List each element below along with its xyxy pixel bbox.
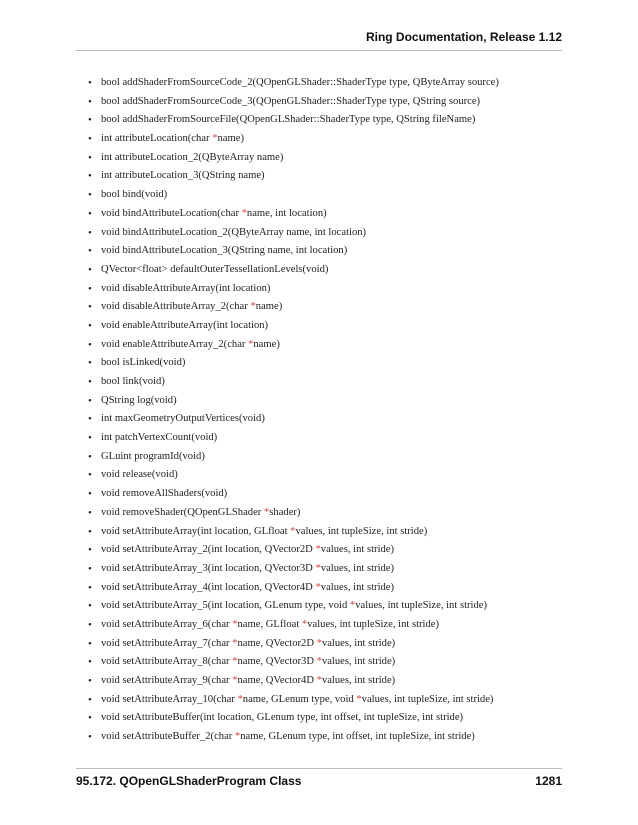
method-text: bool link(void) — [101, 376, 165, 387]
list-item — [88, 149, 499, 168]
list-item — [88, 373, 499, 392]
list-item — [88, 336, 499, 355]
bullet-icon: • — [88, 77, 92, 89]
bullet-icon: • — [88, 133, 92, 146]
method-text: values, int stride) — [321, 637, 396, 649]
bullet-icon: • — [88, 151, 92, 164]
method-text: name, int location) — [246, 207, 327, 219]
list-item — [88, 653, 499, 672]
bullet-icon: • — [88, 394, 92, 407]
pointer-asterisk: * — [316, 637, 322, 649]
method-text: void enableAttributeArray(int location) — [101, 319, 269, 331]
list-item — [88, 224, 499, 243]
method-text: int attributeLocation_3(QString name) — [101, 170, 265, 182]
bullet-icon: • — [88, 338, 92, 351]
bullet-icon: • — [88, 432, 92, 445]
bullet-icon: • — [88, 618, 92, 631]
method-text: values, int stride) — [321, 656, 396, 668]
pointer-asterisk: * — [212, 133, 218, 145]
list-item — [88, 672, 499, 691]
list-item — [88, 298, 499, 317]
method-text: void bindAttributeLocation_2(QByteArray name, int location) — [101, 226, 367, 238]
pointer-asterisk: * — [237, 693, 243, 705]
pointer-asterisk: * — [315, 581, 321, 593]
method-text: void disableAttributeArray_2(char — [101, 301, 251, 313]
bullet-icon: • — [88, 170, 92, 183]
method-text: void setAttributeBuffer(int location, GLenum type, int offset, int tupleSize, int stride) — [101, 712, 464, 724]
method-text: values, int stride) — [321, 675, 396, 686]
pointer-asterisk: * — [315, 562, 321, 574]
bullet-icon: • — [88, 263, 92, 276]
list-item — [88, 635, 499, 654]
method-text: GLuint programId(void) — [101, 450, 205, 462]
list-item — [88, 728, 499, 747]
method-text: bool addShaderFromSourceCode_3(QOpenGLShader::ShaderType type, QString source) — [101, 95, 481, 107]
method-text: void setAttributeArray_7(char — [101, 637, 233, 649]
list-item — [88, 579, 499, 598]
method-text: void release(void) — [101, 469, 178, 481]
method-text: bool bind(void) — [101, 189, 168, 201]
bullet-icon: • — [88, 114, 92, 127]
method-text: void disableAttributeArray(int location) — [101, 282, 271, 294]
pointer-asterisk: * — [290, 525, 296, 537]
list-item — [88, 523, 499, 542]
method-text: shader) — [269, 506, 301, 518]
pointer-asterisk: * — [349, 600, 356, 612]
method-text: void bindAttributeLocation(char — [101, 207, 242, 219]
page-number: 1281 — [535, 774, 562, 788]
pointer-asterisk: * — [315, 544, 321, 556]
pointer-asterisk: * — [248, 338, 254, 350]
bullet-icon: • — [88, 506, 92, 519]
bullet-icon: • — [88, 189, 92, 202]
bullet-icon: • — [88, 450, 92, 463]
pointer-asterisk: * — [241, 207, 247, 219]
list-item — [88, 111, 499, 130]
method-text: void setAttributeArray_10(char — [101, 693, 238, 705]
bullet-icon: • — [88, 581, 92, 594]
bullet-icon: • — [88, 656, 92, 669]
method-text: void bindAttributeLocation_3(QString name, int location) — [101, 245, 348, 257]
method-text: values, int stride) — [320, 544, 395, 556]
bullet-icon: • — [88, 525, 92, 538]
pointer-asterisk: * — [316, 675, 322, 686]
list-item — [88, 466, 499, 485]
method-text: void removeShader(QOpenGLShader — [101, 506, 264, 518]
bullet-icon: • — [88, 282, 92, 295]
method-text: int patchVertexCount(void) — [101, 432, 218, 444]
method-text: values, int stride) — [320, 562, 395, 574]
method-text: QVector<float> defaultOuterTessellationLevels(void) — [101, 263, 329, 275]
pointer-asterisk: * — [232, 656, 238, 668]
bullet-icon: • — [88, 488, 92, 501]
list-item — [88, 317, 499, 336]
bullet-icon: • — [88, 319, 92, 332]
pointer-asterisk: * — [263, 506, 270, 518]
method-text: values, int tupleSize, int stride) — [361, 693, 494, 705]
list-item — [88, 616, 499, 635]
list-item — [88, 448, 499, 467]
method-text: name, GLenum type, void — [242, 693, 357, 705]
list-item — [88, 410, 499, 429]
list-item — [88, 709, 499, 728]
method-text: int attributeLocation(char — [101, 133, 213, 145]
method-text: values, int tupleSize, int stride) — [307, 618, 440, 630]
method-text: name, GLfloat — [237, 618, 302, 630]
list-item — [88, 93, 499, 112]
method-text: int attributeLocation_2(QByteArray name) — [101, 151, 284, 163]
list-item — [88, 167, 499, 186]
footer-section-title: 95.172. QOpenGLShaderProgram Class — [76, 774, 302, 788]
method-text: void setAttributeArray_2(int location, QVector2D — [101, 544, 316, 556]
bullet-icon: • — [88, 301, 92, 314]
method-text: values, int tupleSize, int stride) — [295, 525, 428, 537]
method-text: name) — [217, 133, 244, 145]
bullet-icon: • — [88, 637, 92, 650]
bullet-icon: • — [88, 731, 92, 744]
pointer-asterisk: * — [232, 618, 238, 630]
bullet-icon: • — [88, 562, 92, 575]
method-text: name) — [255, 301, 283, 313]
method-text: void setAttributeArray(int location, GLfloat — [101, 525, 291, 537]
pointer-asterisk: * — [232, 675, 238, 686]
method-text: values, int tupleSize, int stride) — [355, 600, 488, 612]
list-item — [88, 205, 499, 224]
pointer-asterisk: * — [316, 656, 322, 668]
list-item — [88, 504, 499, 523]
pointer-asterisk: * — [234, 731, 241, 743]
method-text: name, GLenum type, int offset, int tupleSize, int stride) — [240, 731, 475, 743]
method-text: bool addShaderFromSourceFile(QOpenGLShader::ShaderType type, QString fileName) — [101, 114, 476, 126]
bullet-icon: • — [88, 600, 92, 613]
method-text: name, QVector3D — [237, 656, 317, 668]
method-text: void setAttributeArray_5(int location, GLenum type, void — [101, 600, 350, 612]
method-text: name) — [253, 338, 280, 350]
bullet-icon: • — [88, 413, 92, 426]
list-item — [88, 429, 499, 448]
list-item — [88, 560, 499, 579]
pointer-asterisk: * — [232, 637, 238, 649]
method-text: name, QVector2D — [237, 637, 317, 649]
method-text: void setAttributeArray_9(char — [101, 675, 233, 686]
method-text: bool addShaderFromSourceCode_2(QOpenGLShader::ShaderType type, QByteArray source) — [101, 77, 499, 88]
method-text: void setAttributeBuffer_2(char — [101, 731, 235, 743]
bullet-icon: • — [88, 207, 92, 220]
list-item — [88, 280, 499, 299]
bullet-icon: • — [88, 675, 92, 687]
bullet-icon: • — [88, 245, 92, 258]
list-item — [88, 130, 499, 149]
list-item — [88, 186, 499, 205]
pointer-asterisk: * — [356, 693, 362, 705]
method-text: QString log(void) — [101, 394, 177, 406]
bullet-icon: • — [88, 693, 92, 706]
list-item — [88, 354, 499, 373]
bullet-icon: • — [88, 544, 92, 557]
header-divider — [76, 50, 562, 51]
bullet-icon: • — [88, 376, 92, 388]
bullet-icon: • — [88, 712, 92, 725]
method-text: void setAttributeArray_4(int location, QVector4D — [101, 581, 316, 593]
list-item — [88, 485, 499, 504]
bullet-icon: • — [88, 226, 92, 239]
list-item — [88, 541, 499, 560]
pointer-asterisk: * — [250, 301, 256, 313]
pointer-asterisk: * — [301, 618, 308, 630]
footer-divider — [76, 768, 562, 769]
method-text: void enableAttributeArray_2(char — [101, 338, 249, 350]
method-text: bool isLinked(void) — [101, 357, 186, 369]
bullet-icon: • — [88, 469, 92, 482]
bullet-icon: • — [88, 357, 92, 370]
method-text: void setAttributeArray_6(char — [101, 618, 233, 630]
running-header: Ring Documentation, Release 1.12 — [365, 30, 562, 44]
list-item — [88, 242, 499, 261]
list-item — [88, 392, 499, 411]
method-list — [88, 74, 499, 747]
list-item — [88, 74, 499, 93]
method-text: int maxGeometryOutputVertices(void) — [101, 413, 265, 425]
bullet-icon: • — [88, 95, 92, 108]
list-item — [88, 261, 499, 280]
list-item — [88, 691, 499, 710]
list-item — [88, 597, 499, 616]
method-text: void removeAllShaders(void) — [101, 488, 228, 500]
method-text: name, QVector4D — [237, 675, 317, 686]
method-text: void setAttributeArray_3(int location, QVector3D — [101, 562, 316, 574]
method-text: void setAttributeArray_8(char — [101, 656, 233, 668]
method-text: values, int stride) — [320, 581, 395, 593]
